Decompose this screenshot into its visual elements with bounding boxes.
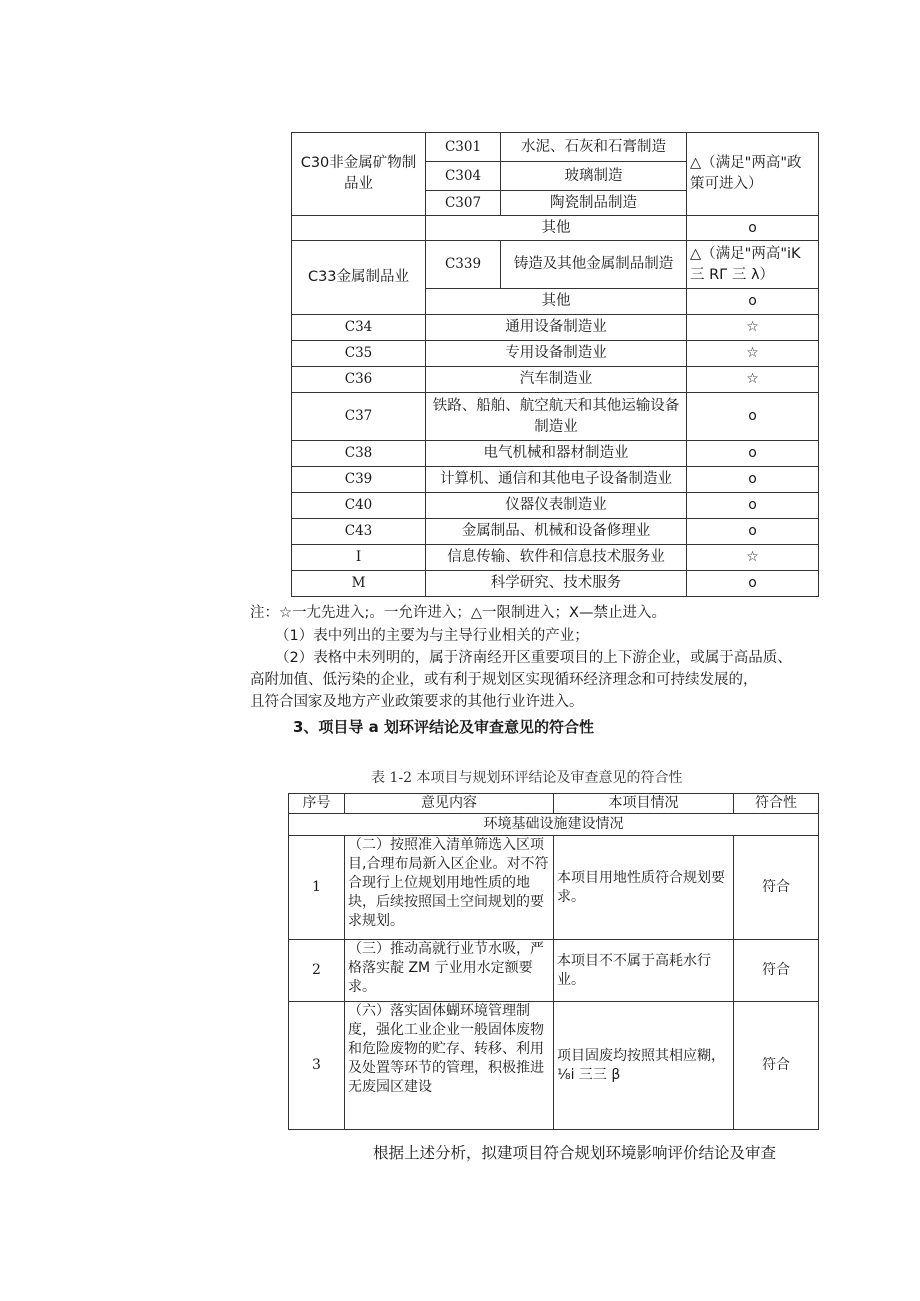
row-no: 3 — [289, 1002, 345, 1130]
notes-legend: 注：☆一尢先进入;。一允许进入；△一限制进入；X—禁止进入。 — [250, 605, 666, 621]
cell-name: 其他 — [426, 289, 687, 315]
cell-code-blank — [292, 216, 426, 241]
table-caption: 表 1-2 本项目与规划环评结论及审查意见的符合性 — [371, 770, 683, 786]
cell-code: C36 — [292, 367, 426, 393]
cell-subcode: C304 — [426, 162, 501, 191]
cell-mark-c33: △（满足"两高"iK三 RΓ 三 λ） — [687, 241, 819, 289]
cell-code: M — [292, 571, 426, 597]
note-2-line3: 且符合国家及地方产业政策要求的其他行业许进入。 — [250, 694, 584, 710]
row-opinion: （二）按照准入清单筛选入区项目,合理布局新入区企业。对不符合现行上位规划用地性质的地块，后续按照国土空间规划的要求规划。 — [345, 836, 554, 940]
row-opinion: （三）推动高就行业节水吸，严格落实靛 ZM 亍业用水定额要求。 — [345, 940, 554, 1002]
cell-mark: ☆ — [687, 315, 819, 341]
cell-name: 科学研究、技术服务 — [426, 571, 687, 597]
cell-name: 铸造及其他金属制品制造 — [501, 241, 687, 289]
cell-subcode: C339 — [426, 241, 501, 289]
row-opinion: （六）落实固体蝴环境管理制度，强化工业企业一般固体废物和危险废物的贮存、转移、利用及处置等环节的管理，积极推进无废园区建设 — [345, 1002, 554, 1130]
cell-code: I — [292, 545, 426, 571]
industry-table — [291, 132, 819, 597]
cell-mark: o — [687, 571, 819, 597]
cell-name: 陶瓷制品制造 — [501, 191, 687, 216]
cell-mark: o — [687, 441, 819, 467]
cell-code: C43 — [292, 519, 426, 545]
row-result: 符合 — [734, 940, 819, 1002]
cell-mark: o — [687, 216, 819, 241]
cell-code: C38 — [292, 441, 426, 467]
cell-mark: o — [687, 393, 819, 441]
cell-name: 电气机械和器材制造业 — [426, 441, 687, 467]
cell-mark: o — [687, 289, 819, 315]
cell-code: C35 — [292, 341, 426, 367]
note-2-line1: （2）表格中未列明的，属于济南经开区重要项目的上下游企业，或属于高品质、 — [275, 650, 792, 666]
cell-mark: ☆ — [687, 341, 819, 367]
cell-mark-c30: △（满足"两高"政策可进入） — [687, 133, 819, 216]
compliance-table — [288, 793, 819, 1130]
cell-name: 仪器仪表制造业 — [426, 493, 687, 519]
note-2-line2: 高附加值、低污染的企业，或有利于规划区实现循环经济理念和可持续发展的， — [250, 672, 758, 688]
header-status: 本项目情况 — [554, 794, 734, 814]
cell-mark: ☆ — [687, 545, 819, 571]
row-status: 本项目用地性质符合规划要求。 — [554, 836, 734, 940]
header-result: 符合性 — [734, 794, 819, 814]
row-status: 项目固废均按照其相应糊，⅛i 三三 β — [554, 1002, 734, 1130]
cell-code: C34 — [292, 315, 426, 341]
cell-subcode: C307 — [426, 191, 501, 216]
cell-name: 水泥、石灰和石膏制造 — [501, 133, 687, 162]
row-no: 1 — [289, 836, 345, 940]
row-result: 符合 — [734, 1002, 819, 1130]
cell-name: 其他 — [426, 216, 687, 241]
header-opinion: 意见内容 — [345, 794, 554, 814]
cell-name: 金属制品、机械和设备修理业 — [426, 519, 687, 545]
row-result: 符合 — [734, 836, 819, 940]
row-no: 2 — [289, 940, 345, 1002]
cell-name: 通用设备制造业 — [426, 315, 687, 341]
cell-mark: o — [687, 467, 819, 493]
group-title: 环境基础设施建设情况 — [289, 814, 819, 836]
cell-code-c33: C33金属制品业 — [292, 241, 426, 315]
cell-mark: o — [687, 519, 819, 545]
cell-name: 计算机、通信和其他电子设备制造业 — [426, 467, 687, 493]
cell-mark: o — [687, 493, 819, 519]
row-status: 本项目不不属于高耗水行业。 — [554, 940, 734, 1002]
cell-code: C40 — [292, 493, 426, 519]
note-1: （1）表中列出的主要为与主导行业相关的产业； — [275, 628, 589, 644]
cell-code-c30: C30非金属矿物制品业 — [292, 133, 426, 216]
cell-code: C37 — [292, 393, 426, 441]
header-no: 序号 — [289, 794, 345, 814]
cell-code: C39 — [292, 467, 426, 493]
cell-mark: ☆ — [687, 367, 819, 393]
cell-subcode: C301 — [426, 133, 501, 162]
section-heading: 3、项目导 a 划环评结论及审查意见的符合性 — [293, 718, 595, 736]
cell-name: 玻璃制造 — [501, 162, 687, 191]
cell-name: 铁路、船舶、航空航天和其他运输设备制造业 — [426, 393, 687, 441]
cell-name: 专用设备制造业 — [426, 341, 687, 367]
cell-name: 信息传输、软件和信息技术服务业 — [426, 545, 687, 571]
conclusion-text: 根据上述分析，拟建项目符合规划环境影响评价结论及审查 — [373, 1144, 777, 1162]
cell-name: 汽车制造业 — [426, 367, 687, 393]
